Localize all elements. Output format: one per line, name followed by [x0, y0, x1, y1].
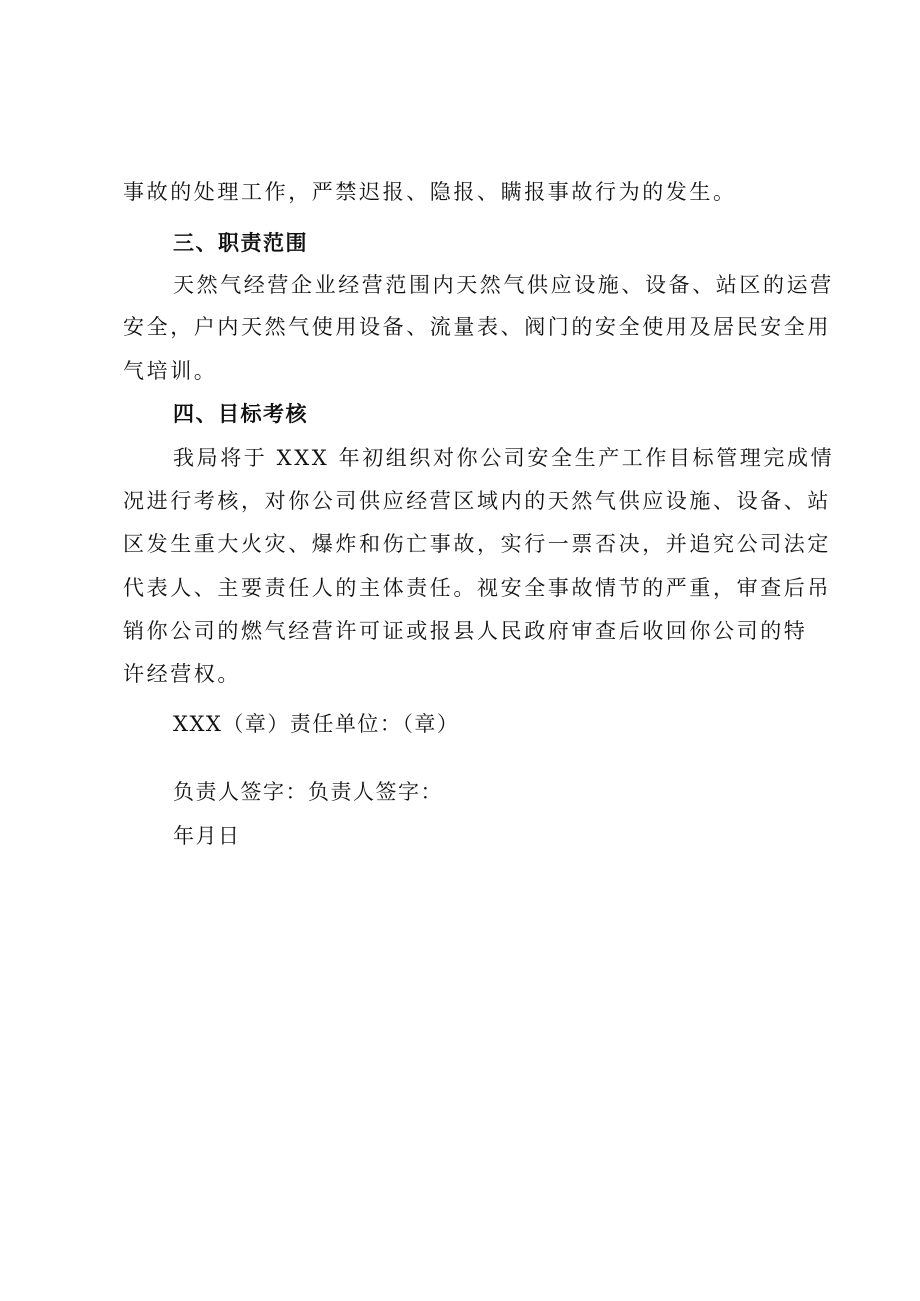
section-3-heading: 三、职责范围: [173, 231, 308, 255]
section-4-heading: 四、目标考核: [173, 402, 308, 426]
section-4-line-4: 代表人、主要责任人的主体责任。视安全事故情节的严重，审查后吊: [123, 576, 831, 600]
section-4-line-6: 许经营权。: [123, 662, 241, 686]
section-4-line-5: 销你公司的燃气经营许可证或报县人民政府审查后收回你公司的特: [123, 619, 808, 643]
section-3-line-2: 安全，户内天然气使用设备、流量表、阀门的安全使用及居民安全用: [123, 315, 831, 339]
signature-units: XXX（章）责任单位：（章）: [173, 712, 460, 736]
paragraph-continued-line-1: 事故的处理工作，严禁迟报、隐报、瞒报事故行为的发生。: [123, 180, 737, 204]
section-3-line-3: 气培训。: [123, 359, 218, 383]
section-4-line-1: 我局将于 XXX 年初组织对你公司安全生产工作目标管理完成情: [173, 446, 835, 470]
signature-date: 年月日: [173, 824, 241, 848]
signature-signers: 负责人签字：负责人签字：: [173, 780, 443, 804]
section-4-line-2: 况进行考核，对你公司供应经营区域内的天然气供应设施、设备、站: [123, 489, 831, 513]
section-4-line-3: 区发生重大火灾、爆炸和伤亡事故，实行一票否决，并追究公司法定: [123, 532, 831, 556]
section-3-line-1: 天然气经营企业经营范围内天然气供应设施、设备、站区的运营: [173, 273, 834, 297]
